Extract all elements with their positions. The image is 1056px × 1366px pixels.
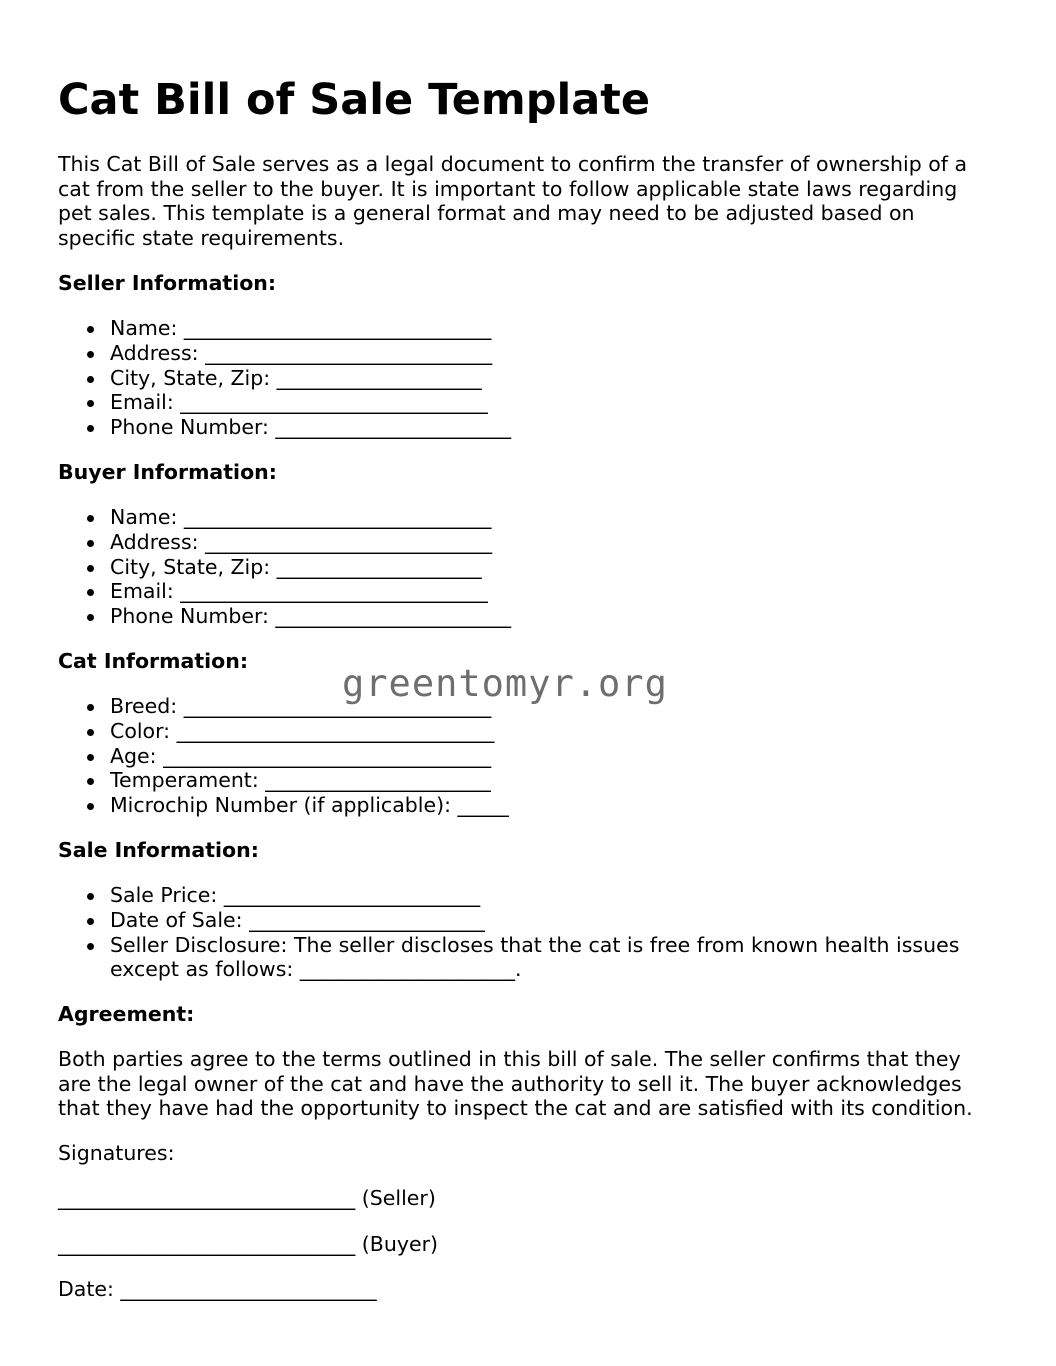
cat-color-field: Color: _______________________________ (58, 719, 509, 744)
agreement-paragraph: Both parties agree to the terms outlined in this bill of sale. The seller confirms that they are the legal owner of the cat and have the authority to sell it. The buyer acknowledges that they have had the opportunity to inspect the cat and are satisfied with its condition. (58, 1047, 973, 1121)
buyer-address-field: Address: ____________________________ (58, 530, 511, 555)
seller-disclosure-field: Seller Disclosure: The seller discloses that the cat is free from known health issues except as follows: _____________________. (58, 933, 990, 983)
buyer-fields (58, 505, 511, 629)
seller-email-field: Email: ______________________________ (58, 390, 511, 415)
buyer-signature-line: _____________________________ (Buyer) (58, 1232, 438, 1256)
cat-temperament-field: Temperament: ______________________ (58, 768, 509, 793)
seller-fields (58, 316, 511, 440)
seller-signature-line: _____________________________ (Seller) (58, 1186, 436, 1210)
watermark: greentomyr.org (342, 662, 668, 705)
sale-date-field: Date of Sale: _______________________ (58, 908, 990, 933)
buyer-heading: Buyer Information: (58, 460, 277, 484)
date-line: Date: _________________________ (58, 1277, 377, 1301)
seller-heading: Seller Information: (58, 271, 277, 295)
buyer-name-field: Name: ______________________________ (58, 505, 511, 530)
buyer-phone-field: Phone Number: _______________________ (58, 604, 511, 629)
agreement-heading: Agreement: (58, 1002, 195, 1026)
seller-phone-field: Phone Number: _______________________ (58, 415, 511, 440)
cat-fields (58, 694, 509, 818)
cat-microchip-field: Microchip Number (if applicable): _____ (58, 793, 509, 818)
sale-heading: Sale Information: (58, 838, 259, 862)
cat-age-field: Age: ________________________________ (58, 744, 509, 769)
cat-breed-field: Breed: ______________________________ (58, 694, 509, 719)
seller-name-field: Name: ______________________________ (58, 316, 511, 341)
sale-fields (58, 883, 990, 982)
document-title: Cat Bill of Sale Template (58, 75, 650, 125)
seller-city-state-zip-field: City, State, Zip: ____________________ (58, 366, 511, 391)
seller-address-field: Address: ____________________________ (58, 341, 511, 366)
sale-price-field: Sale Price: _________________________ (58, 883, 990, 908)
buyer-city-state-zip-field: City, State, Zip: ____________________ (58, 555, 511, 580)
buyer-email-field: Email: ______________________________ (58, 579, 511, 604)
signatures-label: Signatures: (58, 1141, 175, 1165)
cat-heading: Cat Information: (58, 649, 249, 673)
intro-paragraph: This Cat Bill of Sale serves as a legal document to confirm the transfer of ownership of a cat from the seller to the buyer. It is important to follow applicable state laws regarding pet sales. This template is a general format and may need to be adjusted based on specific state requirements. (58, 152, 968, 250)
